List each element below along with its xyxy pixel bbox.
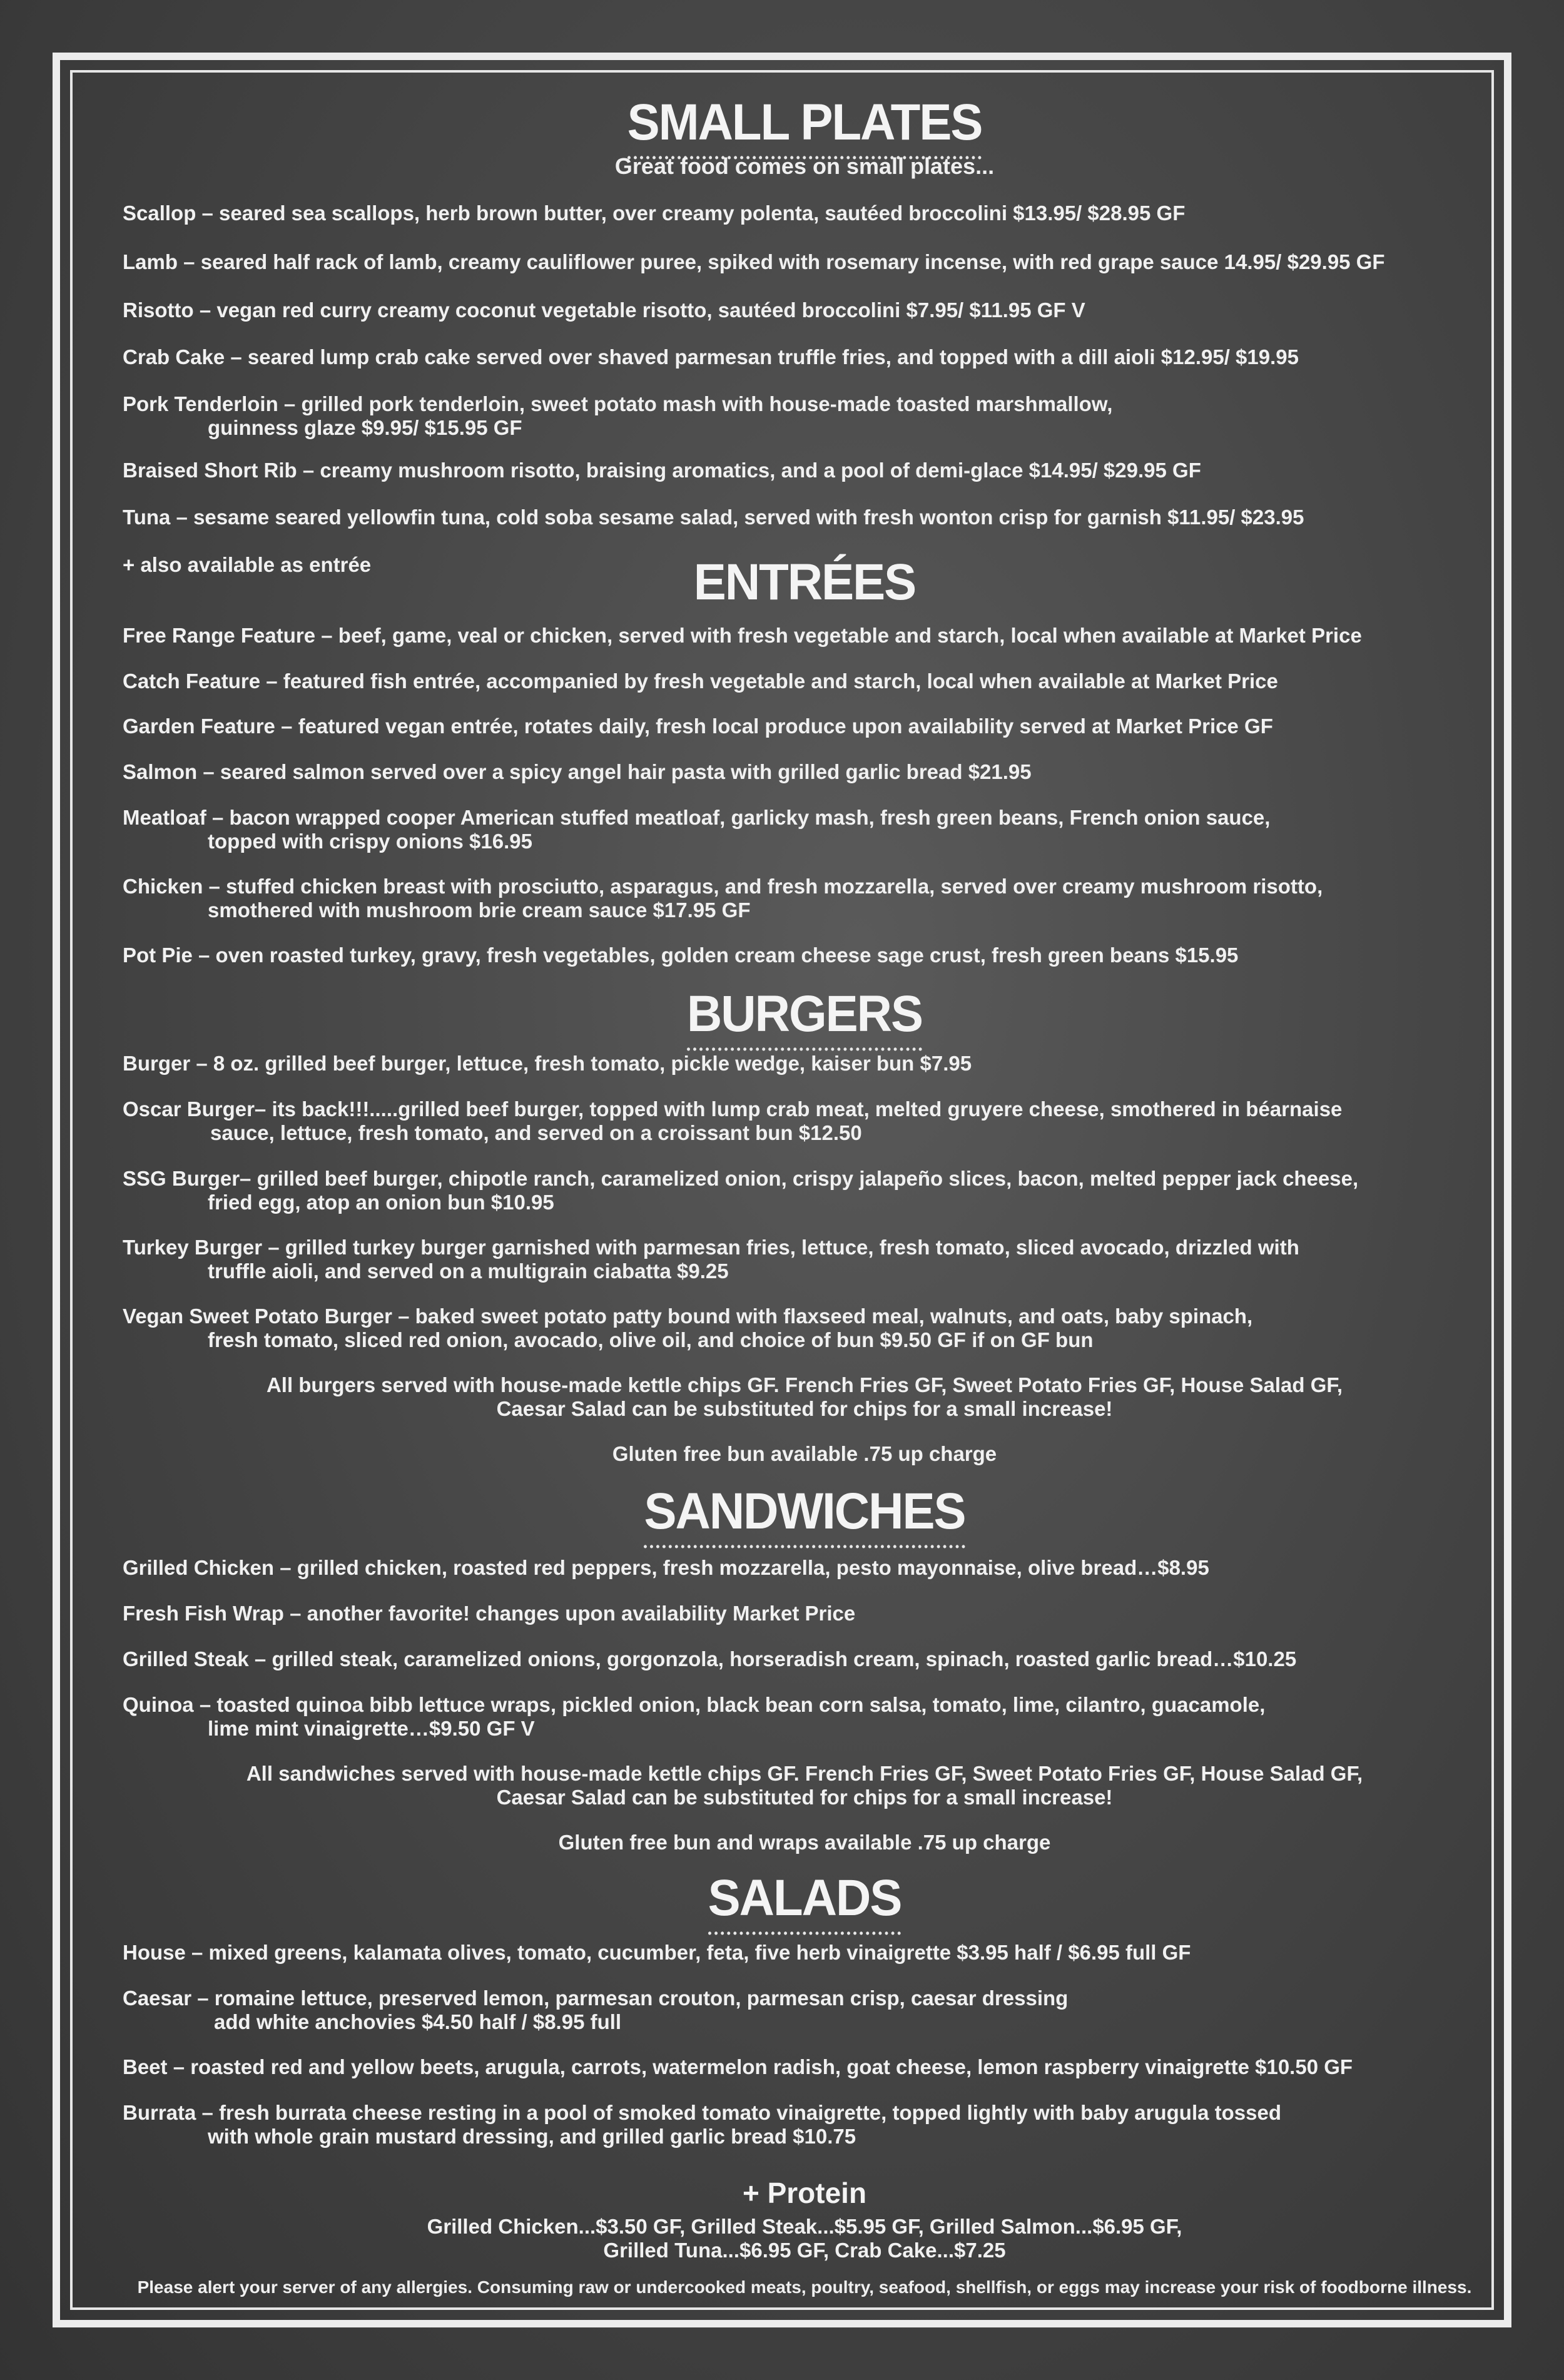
menu-item: Risotto – vegan red curry creamy coconut vegetable risotto, sautéed broccolini $7.95/ $11.95 GF V <box>123 298 1085 322</box>
protein-list: Grilled Tuna...$6.95 GF, Crab Cake...$7.25 <box>603 2239 1006 2262</box>
menu-item: Fresh Fish Wrap – another favorite! changes upon availability Market Price <box>123 1602 856 1625</box>
salads-heading: SALADS <box>123 1869 1486 1933</box>
sandwiches-note: Caesar Salad can be substituted for chips for a small increase! <box>496 1786 1113 1809</box>
menu-item: Salmon – seared salmon served over a spicy angel hair pasta with grilled garlic bread $21.95 <box>123 760 1032 783</box>
menu-item: Burrata – fresh burrata cheese resting in a pool of smoked tomato vinaigrette, topped lightly with baby arugula tossed with whole grain mustard dressing, and grilled garlic bread $10.75 <box>123 2101 1282 2148</box>
sandwiches-note: All sandwiches served with house-made kettle chips GF. French Fries GF, Sweet Potato Fries GF, House Salad GF, <box>246 1762 1363 1785</box>
menu-item: Pork Tenderloin – grilled pork tenderloin, sweet potato mash with house-made toasted marshmallow, guinness glaze $9.95/ $15.95 GF <box>123 392 1113 439</box>
menu-item: Lamb – seared half rack of lamb, creamy cauliflower puree, spiked with rosemary incense, with red grape sauce 14.95/ $29.95 GF <box>123 250 1385 273</box>
sandwiches-gf-note: Gluten free bun and wraps available .75 up charge <box>558 1831 1051 1854</box>
menu-item: Turkey Burger – grilled turkey burger garnished with parmesan fries, lettuce, fresh tomato, sliced avocado, drizzled with truffle aioli, and served on a multigrain ciabatta $9.25 <box>123 1236 1299 1283</box>
menu-item: Free Range Feature – beef, game, veal or chicken, served with fresh vegetable and starch, local when available at Market Price <box>123 624 1362 647</box>
menu-item: Grilled Steak – grilled steak, caramelized onions, gorgonzola, horseradish cream, spinach, roasted garlic bread…$10.25 <box>123 1647 1297 1671</box>
menu-item: Grilled Chicken – grilled chicken, roasted red peppers, fresh mozzarella, pesto mayonnaise, olive bread…$8.95 <box>123 1556 1209 1579</box>
burgers-note: All burgers served with house-made kettle chips GF. French Fries GF, Sweet Potato Fries GF, House Salad GF, <box>266 1373 1343 1396</box>
menu-item: Oscar Burger– its back!!!.....grilled beef burger, topped with lump crab meat, melted gruyere cheese, smothered in béarnaise sauce, lettuce, fresh tomato, and served on a croissant bun $12.50 <box>123 1097 1343 1144</box>
entrees-heading: ENTRÉES <box>693 552 916 611</box>
menu-item: Braised Short Rib – creamy mushroom risotto, braising aromatics, and a pool of demi-glace $14.95/ $29.95 GF <box>123 459 1201 482</box>
menu-item: + also available as entrée <box>123 553 372 576</box>
protein-list: Grilled Chicken...$3.50 GF, Grilled Steak...$5.95 GF, Grilled Salmon...$6.95 GF, <box>427 2215 1182 2238</box>
burgers-heading: BURGERS <box>123 985 1486 1049</box>
menu-item: Vegan Sweet Potato Burger – baked sweet potato patty bound with flaxseed meal, walnuts, and oats, baby spinach, fresh tomato, sliced red onion, avocado, olive oil, and choice of bun $9.50 GF if on GF bun <box>123 1304 1253 1351</box>
menu-item: Scallop – seared sea scallops, herb brown butter, over creamy polenta, sautéed broccolini $13.95/ $28.95 GF <box>123 201 1186 225</box>
menu-item: Crab Cake – seared lump crab cake served over shaved parmesan truffle fries, and topped with a dill aioli $12.95/ $19.95 <box>123 345 1299 369</box>
menu-item: Meatloaf – bacon wrapped cooper American stuffed meatloaf, garlicky mash, fresh green beans, French onion sauce, topped with crispy onions $16.95 <box>123 806 1271 853</box>
menu-item: Caesar – romaine lettuce, preserved lemon, parmesan crouton, parmesan crisp, caesar dressing add white anchovies $4.50 half / $8.95 full <box>123 1986 1069 2033</box>
menu-item: Quinoa – toasted quinoa bibb lettuce wraps, pickled onion, black bean corn salsa, tomato, lime, cilantro, guacamole, lime mint vinaigrette…$9.50 GF V <box>123 1693 1266 1740</box>
menu-item: House – mixed greens, kalamata olives, tomato, cucumber, feta, five herb vinaigrette $3.95 half / $6.95 full GF <box>123 1941 1191 1964</box>
menu-item: Garden Feature – featured vegan entrée, rotates daily, fresh local produce upon availability served at Market Price GF <box>123 715 1273 738</box>
menu-item: Chicken – stuffed chicken breast with prosciutto, asparagus, and fresh mozzarella, served over creamy mushroom risotto, smothered with mushroom brie cream sauce $17.95 GF <box>123 875 1323 922</box>
small-plates-subtitle: Great food comes on small plates... <box>614 153 995 179</box>
menu-item: Burger – 8 oz. grilled beef burger, lettuce, fresh tomato, pickle wedge, kaiser bun $7.95 <box>123 1052 972 1075</box>
menu-item: Catch Feature – featured fish entrée, accompanied by fresh vegetable and starch, local when available at Market Price <box>123 669 1278 693</box>
menu-item: Tuna – sesame seared yellowfin tuna, cold soba sesame salad, served with fresh wonton crisp for garnish $11.95/ $23.95 <box>123 506 1304 529</box>
burgers-gf-note: Gluten free bun available .75 up charge <box>612 1442 997 1465</box>
allergy-disclaimer: Please alert your server of any allergies. Consuming raw or undercooked meats, poultry, seafood, shellfish, or eggs may increase your risk of foodborne illness. <box>137 2277 1472 2297</box>
menu-item: Pot Pie – oven roasted turkey, gravy, fresh vegetables, golden cream cheese sage crust, fresh green beans $15.95 <box>123 943 1239 967</box>
protein-heading: + Protein <box>742 2177 867 2209</box>
menu-item: Beet – roasted red and yellow beets, arugula, carrots, watermelon radish, goat cheese, lemon raspberry vinaigrette $10.50 GF <box>123 2055 1353 2078</box>
burgers-note: Caesar Salad can be substituted for chips for a small increase! <box>496 1397 1113 1420</box>
menu-item: SSG Burger– grilled beef burger, chipotle ranch, caramelized onion, crispy jalapeño slices, bacon, melted pepper jack cheese, fried egg, atop an onion bun $10.95 <box>123 1167 1359 1214</box>
sandwiches-heading: SANDWICHES <box>123 1483 1486 1547</box>
small-plates-heading: SMALL PLATES <box>123 94 1486 158</box>
